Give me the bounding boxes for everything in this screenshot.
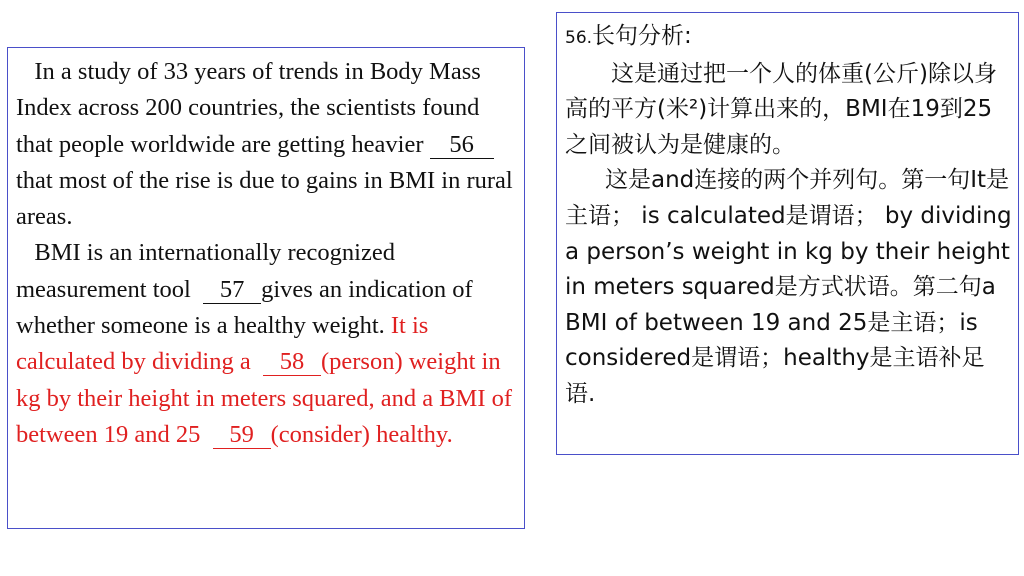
passage-box: [7, 47, 525, 529]
analysis-line-2: 这是and连接的两个并列句。第一句It是主语； is calculated是谓语； by dividing a person’s weight in kg by their height in meters squared是方式状语。第二句a BMI of between 19 and 25是主语；is considered是谓语；healthy是主语补足语.: [565, 167, 1012, 407]
analysis-line-1: 这是通过把一个人的体重(公斤)除以身高的平方(米²)计算出来的，BMI在19到25之间被认为是健康的。: [565, 60, 997, 158]
passage-red-start: It is calculated by dividing a: [16, 312, 429, 376]
blank-56: 56: [430, 132, 494, 159]
passage-after-57: gives an indication of whether someone is a healthy weight.: [16, 275, 473, 340]
passage-intro: In a study of 33 years of trends in Body Mass Index across 200 countries, the scientists found that people worldwide are getting heavier: [16, 58, 481, 158]
passage-after-56: that most of the rise is due to gains in BMI in rural areas.: [16, 166, 513, 231]
analysis-heading: 长句分析:: [592, 23, 692, 49]
analysis-structure: [565, 163, 1012, 412]
analysis-number: 56.: [565, 28, 593, 48]
passage-paragraph-1: [16, 54, 518, 235]
analysis-translation: [565, 57, 1012, 164]
blank-57: 57: [203, 277, 261, 304]
blank-59: 59: [213, 422, 271, 449]
analysis-box: [556, 12, 1019, 455]
passage-paragraph-2: [16, 235, 518, 453]
passage-p2-start: BMI is an internationally recognized measurement tool: [16, 239, 395, 303]
analysis-heading-line: [565, 19, 1012, 57]
passage-after-58: (person) weight in kg by their height in meters squared, and a BMI of between 19 and 25: [16, 348, 513, 448]
blank-58: 58: [263, 349, 321, 376]
passage-after-59: (consider) healthy.: [270, 420, 453, 448]
